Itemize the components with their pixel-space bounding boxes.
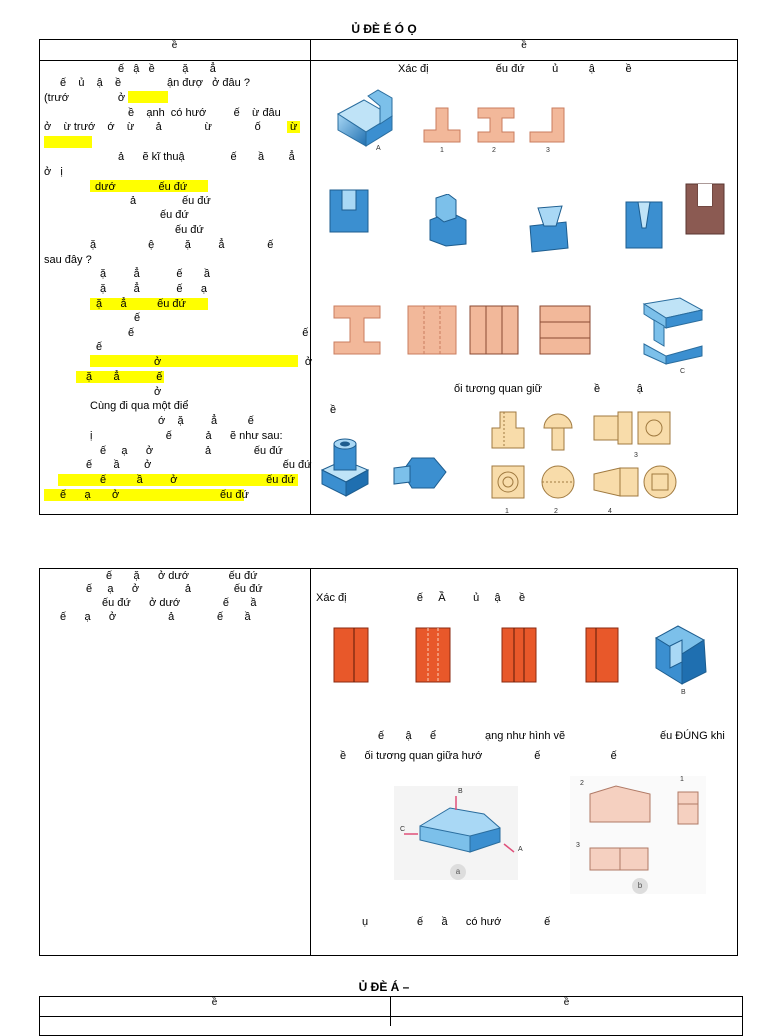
blue-cylinder-on-block — [320, 436, 370, 498]
view-group-1 — [488, 408, 528, 504]
text-line: ề ạnh có hướ ế ừ đâu — [128, 107, 281, 119]
rect-view-horizontal — [538, 304, 592, 356]
arrow-label: C — [400, 826, 406, 833]
text-line: ở ở — [154, 356, 313, 368]
figure-label: B — [681, 689, 686, 696]
section1-header-divider — [39, 60, 738, 61]
highlight — [44, 136, 92, 148]
section3-right-header: ề — [563, 997, 570, 1008]
text-line: ế ầ ở ếu đứ — [86, 459, 312, 471]
view-number: 1 — [680, 776, 684, 783]
orange-view-4 — [584, 626, 622, 684]
figure-label: 3 — [634, 452, 638, 459]
section1-column-divider — [310, 39, 311, 515]
section1-right-header: ề — [521, 40, 527, 51]
text-line: ếu đứ — [160, 209, 189, 221]
text-line: ế ặ ở dướ ếu đứ — [106, 570, 258, 582]
text-line: ừ — [290, 121, 298, 133]
section1-left-header: ề — [171, 40, 178, 51]
brown-u-view — [684, 182, 726, 236]
section1-title: Ủ ĐÈ É Ó Ọ — [351, 22, 417, 36]
text-line: ế ế — [128, 327, 309, 339]
question-text: ề — [330, 404, 337, 416]
highlight — [128, 91, 168, 103]
front-view-l-shape — [528, 106, 568, 144]
text-line: ế — [96, 341, 103, 353]
blue-slotted-block — [624, 198, 666, 252]
text-line: ớ ặ ẳ ế — [158, 415, 254, 427]
blue-hex-nut-part — [392, 454, 450, 494]
text-line: ế ạ ở ả ếu đứ — [100, 445, 283, 457]
front-view-t-shape — [422, 106, 462, 144]
figure-label: C — [680, 368, 686, 375]
figure-label: 3 — [546, 147, 550, 154]
text-line: ặ ệ ặ ẳ ế — [90, 239, 274, 251]
text-line: ế ạ ở ếu đứ — [60, 489, 249, 501]
text-line: ếu đứ — [175, 224, 204, 236]
blue-dovetail-block — [528, 204, 572, 254]
question-text: Xác đị ếu đứ ủ ậ ề — [398, 63, 632, 75]
blue-u-block — [328, 186, 372, 236]
text-line: sau đây ? — [44, 254, 92, 266]
orange-view-2 — [414, 626, 452, 684]
question-text: ếu ĐÚNG khi — [660, 730, 725, 742]
figure-b-views — [572, 778, 704, 878]
text-line: ế ạ ở ả ế ầ — [60, 611, 251, 623]
text-line: Cùng đi qua một điể — [90, 400, 189, 412]
text-line: ế ạ ở ả ếu đứ — [86, 583, 263, 595]
figure-label: 1 — [440, 147, 444, 154]
text-line: ế ầ ở ếu đứ — [100, 474, 295, 486]
blue-object-b — [652, 620, 710, 690]
front-view-i-shape — [476, 106, 516, 144]
view-number: 2 — [580, 780, 584, 787]
figure-label: A — [376, 145, 381, 152]
figure-label: 4 — [608, 508, 612, 515]
question-text: ối tương quan giữ ề ậ — [454, 383, 643, 395]
text-line: dướ ếu đứ — [95, 181, 188, 193]
text-line: ả ếu đứ — [130, 195, 211, 207]
arrow-label: B — [458, 788, 463, 795]
question-text: Xác đị ế Ầ ủ ậ ề — [316, 592, 526, 604]
text-line: ở — [154, 386, 162, 398]
section3-header-divider — [39, 1016, 743, 1017]
rect-view-solid-lines — [468, 304, 520, 356]
text-line: ặ ẳ ế — [86, 371, 163, 383]
figure-a-wedge — [400, 790, 518, 870]
orange-view-3 — [500, 626, 538, 684]
section3-left-header: ề — [211, 997, 218, 1008]
question-text: ế ậ ể ạng như hình vẽ — [378, 730, 566, 742]
figure-label: 2 — [492, 147, 496, 154]
question-text: ụ ế ầ có hướ ế — [362, 916, 551, 928]
figure-b-caption: b — [632, 878, 648, 894]
section3-title: Ủ ĐÈ Á – — [358, 980, 410, 994]
rect-view-dashed — [406, 304, 458, 356]
figure-label: 2 — [554, 508, 558, 515]
figure-label: 1 — [505, 508, 509, 515]
view-number: 3 — [576, 842, 580, 849]
text-line: ặ ẳ ế ạ — [100, 283, 207, 295]
blue-step-block — [426, 194, 470, 248]
arrow-label: A — [518, 846, 523, 853]
text-line: ặ ẳ ế ầ — [100, 268, 211, 280]
text-line: ặ ẳ ếu đứ — [96, 298, 186, 310]
text-line: ếu đứ ở dướ ế ầ — [102, 597, 257, 609]
text-line: ế ậ ề ặ ẳ — [118, 63, 216, 75]
text-line: ị ế ả ẽ như sau: — [90, 430, 283, 442]
view-group-2 — [538, 408, 578, 504]
text-line: ở ừ trướ ớ ừ ả ừ ố — [44, 121, 261, 133]
section2-column-divider — [310, 568, 311, 956]
orange-view-1 — [332, 626, 370, 684]
section2-table — [39, 568, 738, 956]
i-view — [332, 304, 382, 356]
text-line: ả ẽ kĩ thuậ ế ầ ẳ — [118, 151, 295, 163]
text-line: ế ủ ậ ề ận đượ ở đâu ? — [60, 77, 250, 89]
text-line: ế — [134, 312, 141, 324]
question-text: ề ối tương quan giữa hướ ế ế — [340, 750, 617, 762]
text-line: ở ị — [44, 166, 63, 178]
blue-h-beam — [640, 296, 706, 368]
blue-l-block-figure — [334, 84, 396, 150]
figure-a-caption: a — [450, 864, 466, 880]
text-line: (trướ ở — [44, 92, 126, 104]
